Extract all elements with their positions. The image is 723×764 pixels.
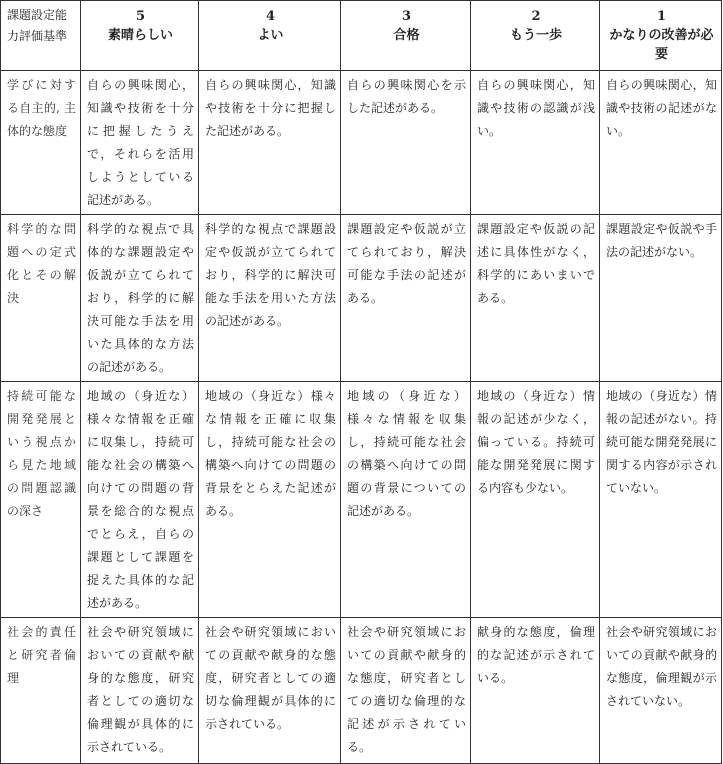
rubric-cell: 社会や研究領域においての貢献や献身的な態度，研究者としての適切な倫理観が具体的に示されている。 xyxy=(81,618,199,764)
level-header-3 xyxy=(341,1,471,71)
rubric-cell: 自らの興味関心，知識や技術を十分に把握したうえで，それらを活用しようとしている記述がある。 xyxy=(81,71,199,215)
level-label: よい xyxy=(257,28,284,43)
table-row xyxy=(1,382,722,618)
corner-header: 課題設定能力評価基準 xyxy=(1,1,81,71)
level-label: かなりの改善が必要 xyxy=(609,28,714,62)
table-row xyxy=(1,71,722,215)
rubric-cell: 地域の（身近な）様々な情報を正確に収集し，持続可能な社会の構築へ向けての問題の背景をとらえた記述がある。 xyxy=(199,382,341,618)
level-header-2 xyxy=(471,1,600,71)
criterion-cell: 学びに対する自主的, 主体的な態度 xyxy=(1,71,81,215)
level-header-4 xyxy=(199,1,341,71)
level-number: 3 xyxy=(401,9,412,24)
criterion-cell: 科学的な問題への定式化とその解決 xyxy=(1,215,81,382)
rubric-cell: 課題設定や仮説が立てられており，解決可能な手法の記述がある。 xyxy=(341,215,471,382)
header-row xyxy=(1,1,722,71)
level-label: 合格 xyxy=(393,28,420,43)
rubric-cell: 地域の（身近な）様々な情報を収集し，持続可能な社会の構築へ向けての問題の背景についての記述がある。 xyxy=(341,382,471,618)
rubric-cell: 地域の（身近な）様々な情報を正確に収集し，持続可能な社会の構築へ向けての問題の背景を総合的な視点でとらえ，自らの課題として課題を捉えた具体的な記述がある。 xyxy=(81,382,199,618)
criterion-cell: 社会的責任と研究者倫理 xyxy=(1,618,81,764)
level-number: 2 xyxy=(531,9,541,24)
table-row xyxy=(1,618,722,764)
rubric-cell: 社会や研究領域においての貢献や献身的な態度，研究者としての適切な倫理観が具体的に示されている。 xyxy=(199,618,341,764)
table-row xyxy=(1,215,722,382)
level-number: 5 xyxy=(135,9,146,24)
rubric-cell: 地域の（身近な）情報の記述が少なく，偏っている。持続可能な開発発展に関する内容も少ない。 xyxy=(471,382,600,618)
rubric-cell: 自らの興味関心，知識や技術の記述がない。 xyxy=(600,71,722,215)
rubric-cell: 科学的な視点で課題設定や仮説が立てられており，科学的に解決可能な手法を用いた方法の記述がある。 xyxy=(199,215,341,382)
criterion-cell: 持続可能な開発発展という視点から見た地域の問題認識の深さ xyxy=(1,382,81,618)
rubric-cell: 課題設定や仮説や手法の記述がない。 xyxy=(600,215,722,382)
level-header-5 xyxy=(81,1,199,71)
rubric-cell: 自らの興味関心を示した記述がある。 xyxy=(341,71,471,215)
level-number: 4 xyxy=(265,9,276,24)
level-label: もう一歩 xyxy=(509,28,562,43)
rubric-cell: 社会や研究領域においての貢献や献身的な態度，倫理観が示されていない。 xyxy=(600,618,722,764)
rubric-cell: 社会や研究領域においての貢献や献身的な態度，研究者としての適切な倫理的な記述が示されている。 xyxy=(341,618,471,764)
rubric-cell: 科学的な視点で具体的な課題設定や仮説が立てられており，科学的に解決可能な手法を用いた具体的な方法の記述がある。 xyxy=(81,215,199,382)
level-header-1 xyxy=(600,1,722,71)
level-label: 素晴らしい xyxy=(107,28,173,43)
rubric-cell: 自らの興味関心，知識や技術の認識が浅い。 xyxy=(471,71,600,215)
rubric-cell: 献身的な態度，倫理的な記述が示されている。 xyxy=(471,618,600,764)
rubric-cell: 課題設定や仮説の記述に具体性がなく，科学的にあいまいである。 xyxy=(471,215,600,382)
rubric-cell: 自らの興味関心，知識や技術を十分に把握した記述がある。 xyxy=(199,71,341,215)
level-number: 1 xyxy=(656,9,667,24)
rubric-cell: 地域の（身近な）情報の記述がない。持続可能な開発発展に関する内容が示されていない。 xyxy=(600,382,722,618)
